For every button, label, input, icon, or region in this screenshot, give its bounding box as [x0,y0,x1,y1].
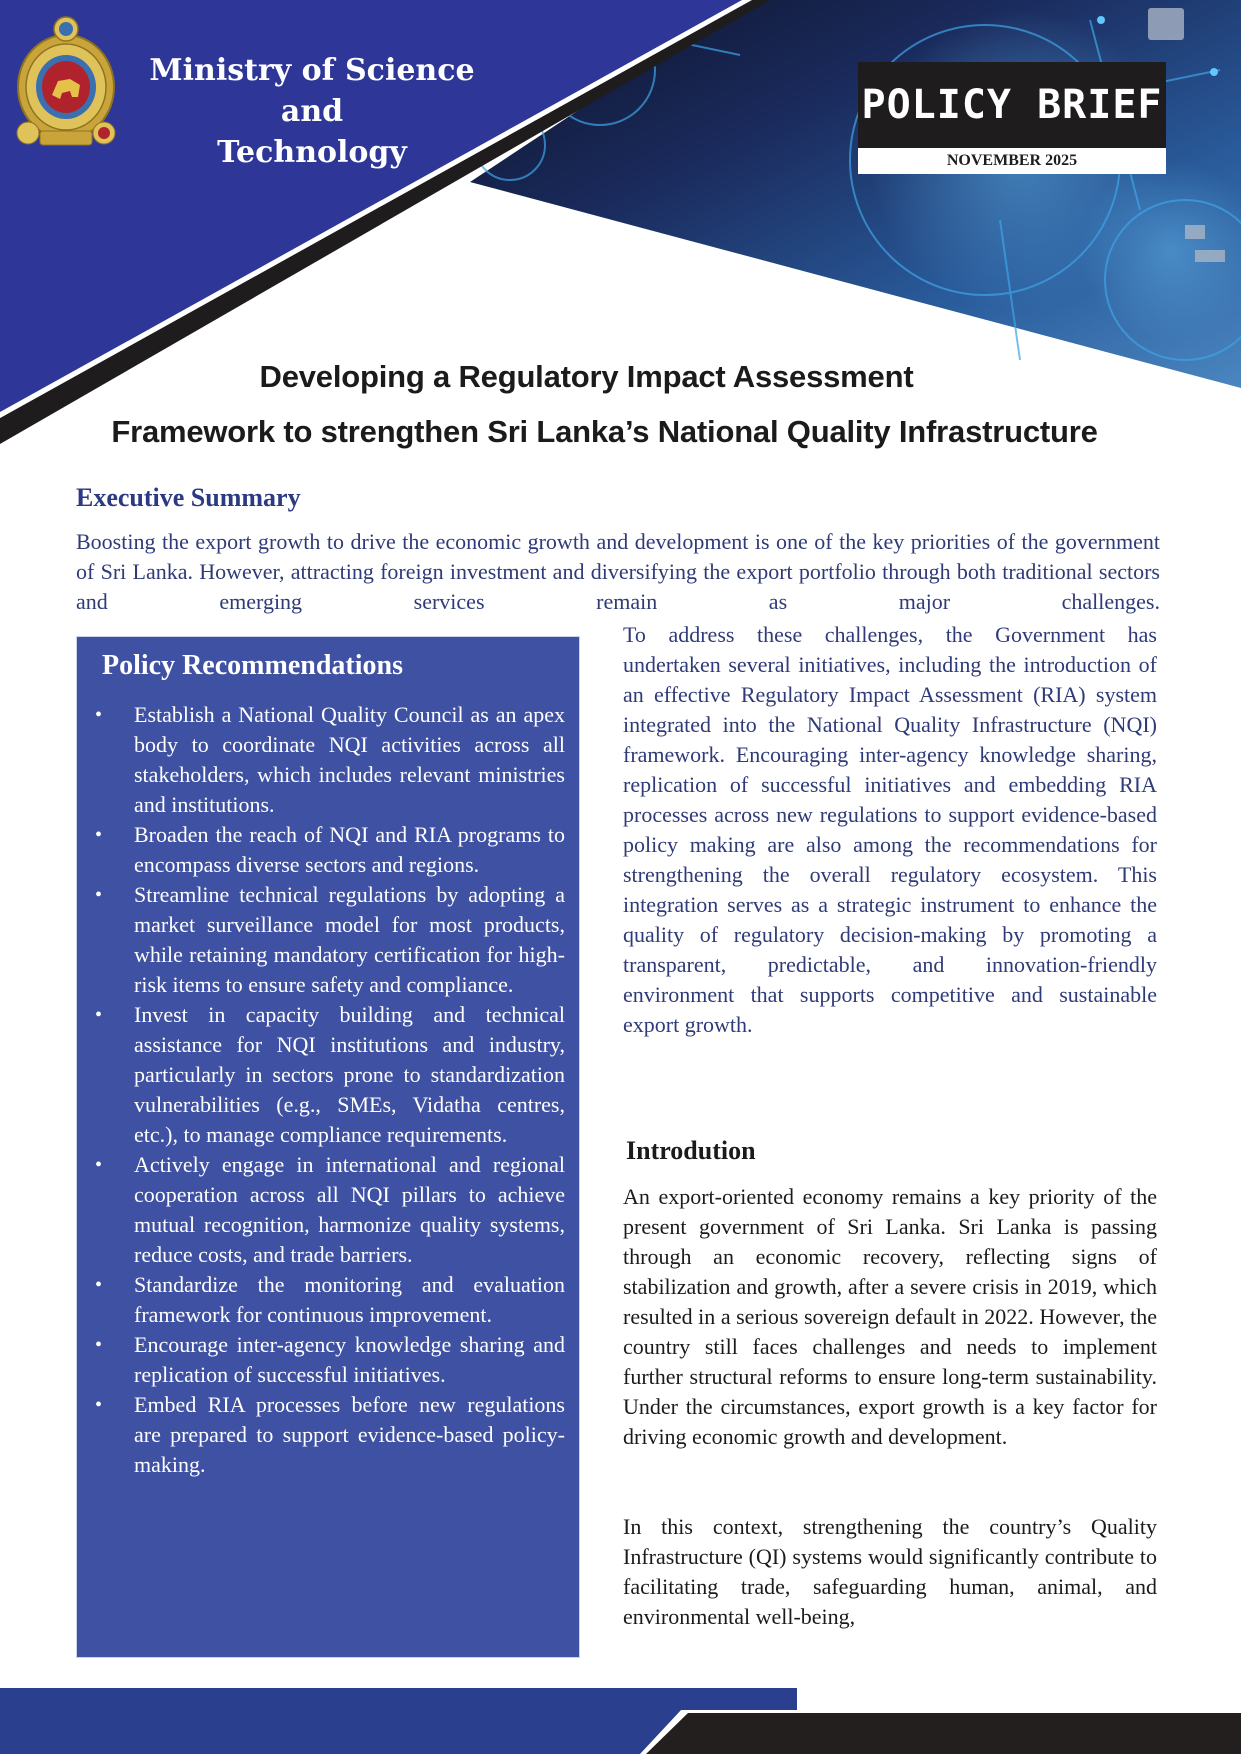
recommendation-item: • Establish a National Quality Council as an apex body to coordinate NQI activities across all stakeholders, which includes relevant ministries and institutions. [95,702,565,817]
publication-date: NOVEMBER 2025 [858,148,1166,174]
bullet-icon: • [95,1394,103,1416]
bullet-icon: • [95,1274,103,1296]
doc-type-title: POLICY BRIEF [858,62,1166,148]
ministry-name [122,50,502,173]
recommendation-item: • Broaden the reach of NQI and RIA programs to encompass diverse sectors and regions. [95,822,565,877]
executive-summary-heading: Executive Summary [76,483,301,512]
page-title-line-2: Framework to strengthen Sri Lanka’s National Quality Infrastructure [111,414,1098,449]
introduction-heading: Introdution [626,1136,756,1165]
policy-recommendations-panel [76,636,580,1658]
bullet-icon: • [95,824,103,846]
bullet-icon: • [95,1004,103,1026]
bullet-icon: • [95,1334,103,1356]
recommendation-item: • Embed RIA processes before new regulations are prepared to support evidence-based policy-making. [95,1392,565,1477]
policy-recommendations-heading: Policy Recommendations [102,650,403,681]
recommendation-item: • Streamline technical regulations by adopting a market surveillance model for most products, while retaining mandatory certification for high-risk items to ensure safety and compliance. [95,882,565,997]
recommendation-item: • Standardize the monitoring and evaluation framework for continuous improvement. [95,1272,565,1327]
footer-band-graphic [0,1688,1241,1754]
ministry-line-2: Technology [217,135,407,170]
recommendation-item: • Encourage inter-agency knowledge sharing and replication of successful initiatives. [95,1332,565,1387]
bullet-icon: • [95,884,103,906]
introduction-paragraph-2: In this context, strengthening the country’s Quality Infrastructure (QI) systems would significantly contribute to facilitating trade, safeguarding human, animal, and environmental well-being, [623,1514,1157,1629]
introduction-paragraph-1: An export-oriented economy remains a key priority of the present government of Sri Lanka. Sri Lanka is passing through an economic recovery, reflecting signs of stabilization and growth, after a severe crisis in 2019, which resulted in a serious sovereign default in 2022. However, the country still faces challenges and needs to implement further structural reforms to ensure long-term sustainability. Under the circumstances, export growth is a key factor for driving economic growth and development. [623,1184,1157,1449]
national-emblem-icon [14,15,118,150]
ministry-line-1: Ministry of Science and [149,53,475,129]
executive-summary-paragraph: Boosting the export growth to drive the economic growth and development is one of the key priorities of the government of Sri Lanka. However, attracting foreign investment and diversifying the export portfolio through both traditional sectors and emerging services remain as major challenges. [76,529,1160,614]
recommendation-item: • Actively engage in international and regional cooperation across all NQI pillars to achieve mutual recognition, harmonize quality systems, reduce costs, and trade barriers. [95,1152,565,1267]
bullet-icon: • [95,1154,103,1176]
recommendation-item: • Invest in capacity building and technical assistance for NQI institutions and industry, particularly in sectors prone to standardization vulnerabilities (e.g., SMEs, Vidatha centres, etc.), to manage compliance requirements. [95,1002,565,1147]
policy-brief-label [858,62,1166,174]
policy-recommendations-list [95,700,565,1480]
executive-summary-continuation: To address these challenges, the Government has undertaken several initiatives, including the introduction of an effective Regulatory Impact Assessment (RIA) system integrated into the National Quality Infrastructure (NQI) framework. Encouraging inter-agency knowledge sharing, replication of successful initiatives and embedding RIA processes across new regulations to support evidence-based policy making are also among the recommendations for strengthening the overall regulatory ecosystem. This integration serves as a strategic instrument to enhance the quality of regulatory decision-making by promoting a transparent, predictable, and innovation-friendly environment that supports competitive and sustainable export growth. [623,622,1157,1037]
page-title-line-1: Developing a Regulatory Impact Assessment [259,359,914,394]
bullet-icon: • [95,704,103,726]
